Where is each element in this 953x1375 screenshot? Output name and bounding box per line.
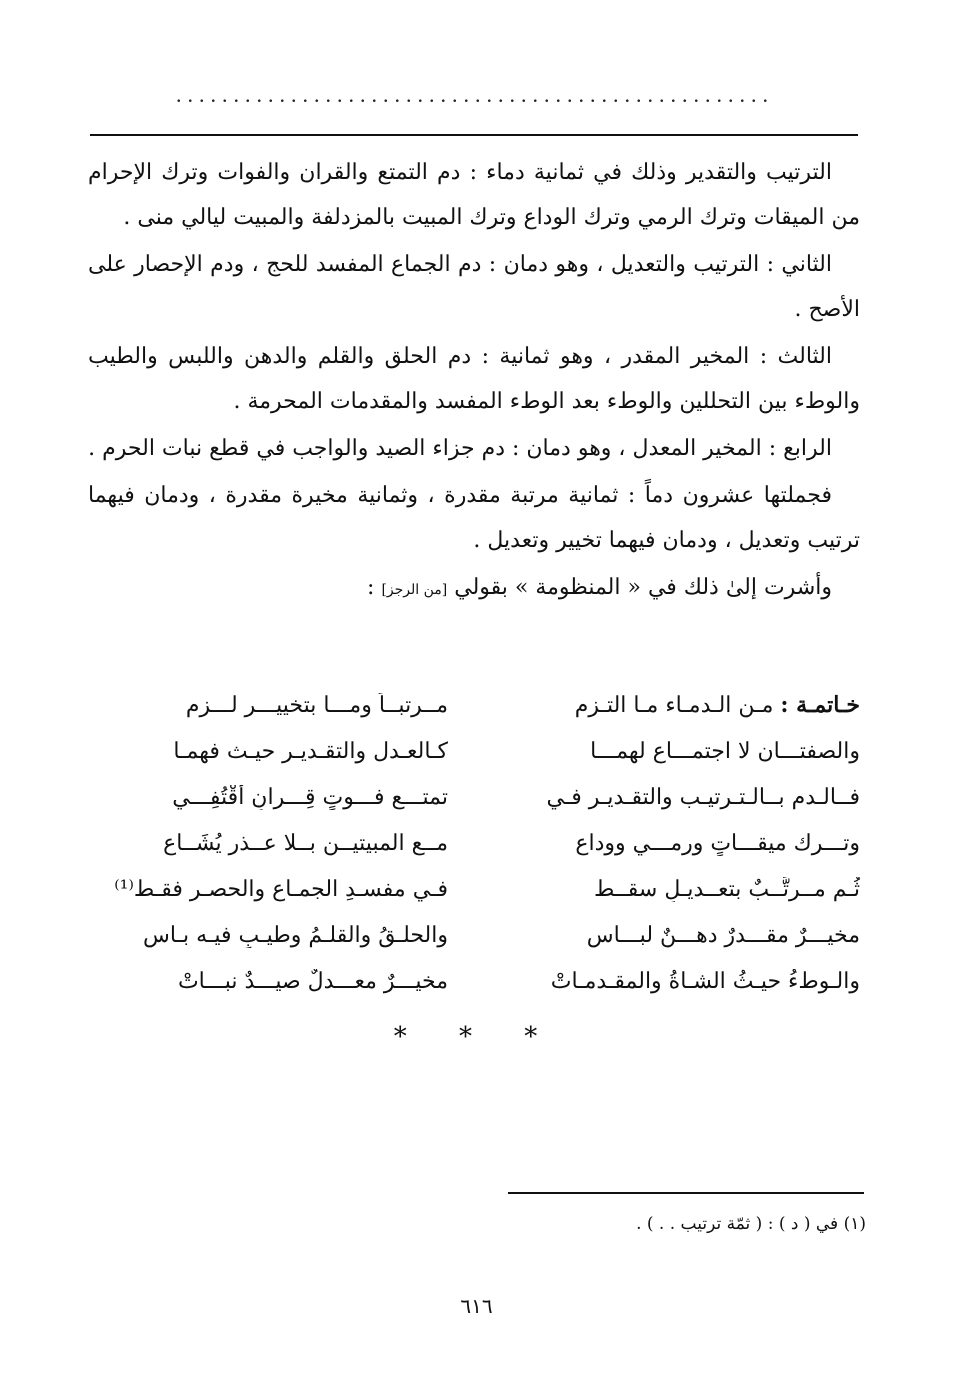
- meter-tag: [من الرجز]: [381, 582, 448, 598]
- poem-hemistich-left: مــع المبيتيــن بــلا عــذر يُشَــاع: [163, 830, 448, 856]
- header-rule: [90, 134, 858, 136]
- header-dot-leader: ....................................................: [176, 82, 774, 102]
- poem-hemistich-right: والصفتـــان لا اجتمـــاع لهمـــا: [590, 738, 860, 764]
- poem-hemistich-left: مخيـــرٌ معـــدلٌ صيـــدٌ نبـــاتْ: [177, 968, 448, 994]
- page-number: ٦١٦: [460, 1294, 493, 1318]
- paragraph-second: الثاني : الترتيب والتعديل ، وهو دمان : دم الجماع المفسد للحج ، ودم الإحصار على الأصح .: [88, 252, 860, 322]
- poem-hemistich-right: والـوطءُ حيـثُ الشـاةُ والمقـدمـاتْ: [550, 968, 860, 994]
- paragraph-first: الترتيب والتقدير وذلك في ثمانية دماء : دم التمتع والقران والفوات وترك الإحرام من الميقات وترك الرمي وترك الوداع وترك المبيت بالمزدلفة والمبيت ليالي منى .: [88, 160, 860, 230]
- poem-hemistich-right: وتـــرك ميقـــاتٍ ورمـــي ووداع: [575, 830, 860, 856]
- paragraph-fourth: الرابع : المخير المعدل ، وهو دمان : دم جزاء الصيد والواجب في قطع نبات الحرم .: [88, 436, 832, 461]
- main-text: [88, 150, 860, 615]
- poem-hemistich-left: والحلـقُ والقلـمُ وطيـبٍ فيـه بـاس: [143, 922, 448, 948]
- poem-hemistich-left: كـالعـدل والتقـديـر حيـث فهمـا: [173, 738, 448, 764]
- poem-hemistich-left: فـي مفسـدِ الجمـاع والحصـرِ فقـط⁽¹⁾: [114, 876, 448, 902]
- poem-hemistich-right: خـاتمـة : مـن الـدمـاء مـا التـزم: [574, 692, 860, 718]
- paragraph-third: الثالث : المخير المقدر ، وهو ثمانية : دم الحلق والقلم والدهن واللبس والطيب والوطء بين التحللين والوطء بعد الوطء المفسد والمقدمات المحرمة .: [88, 344, 860, 414]
- poem-line: [88, 682, 860, 728]
- poem-title-word: خـاتمـة :: [780, 692, 860, 718]
- poem-intro: [88, 565, 860, 613]
- poem-hemistich-right: ثُـم مــرتَّــبٌ بتعــديـلٍ سقــط: [594, 876, 860, 902]
- poem-line: [88, 728, 860, 774]
- poem-line: [88, 866, 860, 912]
- poem-hemistich-left: مــرتبــاً ومـــا بتخييـــر لـــزم: [185, 692, 448, 718]
- footnote: (١) في ( د ) : ( ثمّة ترتيب . . ) .: [636, 1214, 866, 1234]
- paragraph-summary: فجملتها عشرون دماً : ثمانية مرتبة مقدرة ، وثمانية مخيرة مقدرة ، ودمان فيهما ترتيب وتعديل ، ودمان فيهما تخيير وتعديل .: [88, 483, 860, 553]
- footnote-rule: [508, 1192, 864, 1194]
- section-separator-stars: * * *: [393, 1022, 560, 1052]
- poem-intro-end: :: [367, 575, 382, 600]
- poem-hemistich-left: تمتـــعِ فـــوتٍ قِـــرانٍ أقْتُفِـــي: [172, 784, 448, 810]
- poem-intro-text: وأشرت إلىٰ ذلك في « المنظومة » بقولي: [454, 575, 832, 600]
- poem: [88, 682, 860, 1004]
- poem-line: [88, 820, 860, 866]
- poem-line: [88, 958, 860, 1004]
- poem-hemistich-right: فــالـدم بــالـتـرتيـب والتقـديـر فـي: [546, 784, 860, 810]
- poem-line: [88, 774, 860, 820]
- poem-line: [88, 912, 860, 958]
- poem-hemistich-right: مخيـــرٌ مقـــدرٌ دهـــنٌ لبـــاس: [586, 922, 860, 948]
